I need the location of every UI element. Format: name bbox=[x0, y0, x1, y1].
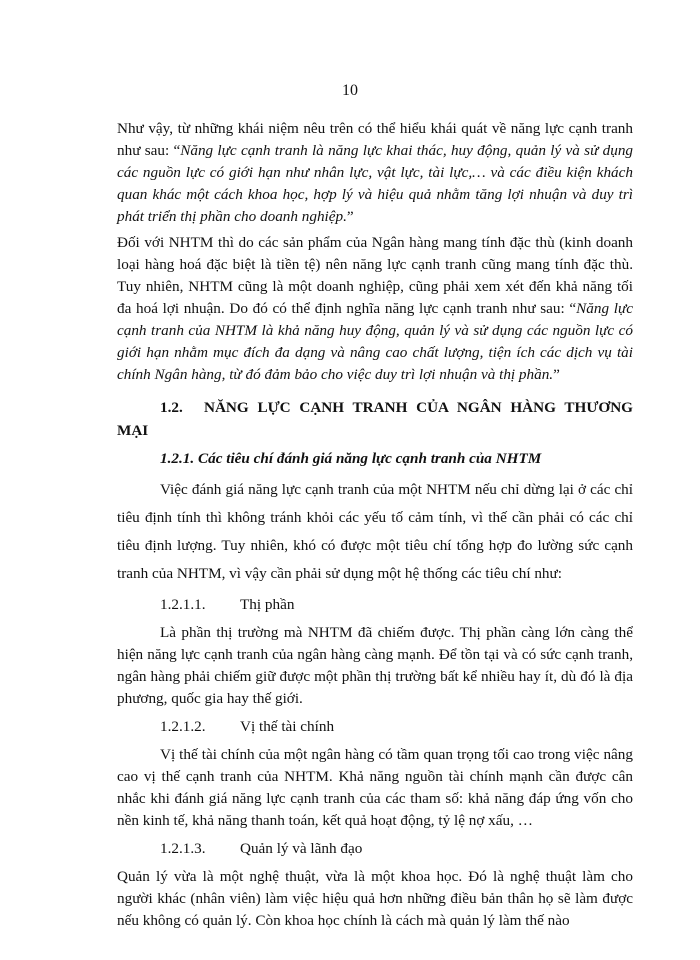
quote-text: Năng lực cạnh tranh là năng lực khai thác, huy động, quản lý và sử dụng các nguồn lực có giới hạn như nhân lực, vật lực, tài lực,… và các điều kiện khách quan khác một cách khoa học, hợp lý và hiệu quả nhằm tăng lợi nhuận và duy trì phát triển thị phần cho doanh nghiệp. bbox=[117, 142, 634, 225]
paragraph-financial-position: Vị thế tài chính của một ngân hàng có tầm quan trọng tối cao trong việc nâng cao vị thế cạnh tranh của NHTM. Khả năng nguồn tài chính mạnh cần được cân nhắc khi đánh giá năng lực cạnh tranh của các tham số: khả năng đáp ứng vốn cho nền kinh tế, khả năng thanh toán, kết quả hoạt động, tỷ lệ nợ xấu, … bbox=[117, 746, 633, 829]
subsection-title: Vị thế tài chính bbox=[240, 718, 335, 735]
quote-text: Năng lực cạnh tranh của NHTM là khả năng huy động, quản lý và sử dụng các nguồn lực có giới hạn nhằm mục đích đa dạng và nâng cao chất lượng, tiện ích các dịch vụ tài chính Ngân hàng, từ đó đảm bảo cho việc duy trì lợi nhuận và thị phần. bbox=[117, 300, 633, 383]
section-title: NĂNG LỰC CẠNH TRANH CỦA NGÂN HÀNG THƯƠNG MẠI bbox=[117, 399, 633, 439]
subsubsection-heading-financial-position bbox=[117, 716, 633, 738]
subsection-number: 1.2.1.2. bbox=[160, 718, 206, 735]
page-number: 10 bbox=[342, 82, 358, 99]
subsection-heading-1-2-1: 1.2.1. Các tiêu chí đánh giá năng lực cạnh tranh của NHTM bbox=[160, 450, 542, 467]
subsubsection-heading-management bbox=[117, 838, 633, 860]
subsection-title: Thị phần bbox=[240, 596, 295, 613]
paragraph-criteria-intro: Việc đánh giá năng lực cạnh tranh của một NHTM nếu chỉ dừng lại ở các chỉ tiêu định tính thì không tránh khỏi các yếu tố cảm tính, vì thế cần phải có các chỉ tiêu định lượng. Tuy nhiên, khó có được một tiêu chí tổng hợp đo lường sức cạnh tranh của NHTM, vì vậy cần phải sử dụng một hệ thống các tiêu chí như: bbox=[117, 481, 633, 582]
paragraph-definition-nhtm bbox=[117, 232, 633, 386]
subsection-number: 1.2.1.3. bbox=[160, 840, 206, 857]
paragraph-market-share: Là phần thị trường mà NHTM đã chiếm được. Thị phần càng lớn càng thể hiện năng lực cạnh tranh của ngân hàng càng mạnh. Để tồn tại và có sức cạnh tranh, ngân hàng phải chiếm giữ được một phần thị trường bất kể nhiều hay ít, dù đó là địa phương, quốc gia hay thế giới. bbox=[117, 624, 633, 707]
subsubsection-heading-market-share bbox=[117, 594, 633, 616]
subsection-number: 1.2.1.1. bbox=[160, 596, 206, 613]
paragraph-definition-general bbox=[117, 118, 633, 228]
paragraph-management: Quản lý vừa là một nghệ thuật, vừa là một khoa học. Đó là nghệ thuật làm cho người khác (nhân viên) làm việc hiệu quả hơn những điều bản thân họ sẽ làm được nếu không có quản lý. Còn khoa học chính là cách mà quản lý làm thế nào bbox=[117, 868, 633, 929]
quote-close: ” bbox=[553, 366, 560, 383]
paragraph-text: Đối với NHTM thì do các sản phẩm của Ngân hàng mang tính đặc thù (kinh doanh loại hàng hoá đặc biệt là tiền tệ) nên năng lực cạnh tranh cũng mang tính đặc thù. Tuy nhiên, NHTM cũng là một doanh nghiệp, cũng phải xem xét đến khả năng tối đa hoá lợi nhuận. Do đó có thể định nghĩa năng lực cạnh tranh như sau: “ bbox=[117, 234, 633, 317]
section-number: 1.2. bbox=[160, 399, 183, 416]
quote-close: ” bbox=[346, 208, 354, 225]
section-heading-1-2 bbox=[117, 396, 633, 442]
page-body bbox=[117, 118, 633, 936]
paragraph-text: Như vậy, từ những khái niệm nêu trên có thể hiểu khái quát về năng lực cạnh tranh như sau: “ bbox=[117, 120, 633, 159]
subsection-title: Quản lý và lãnh đạo bbox=[240, 840, 363, 857]
